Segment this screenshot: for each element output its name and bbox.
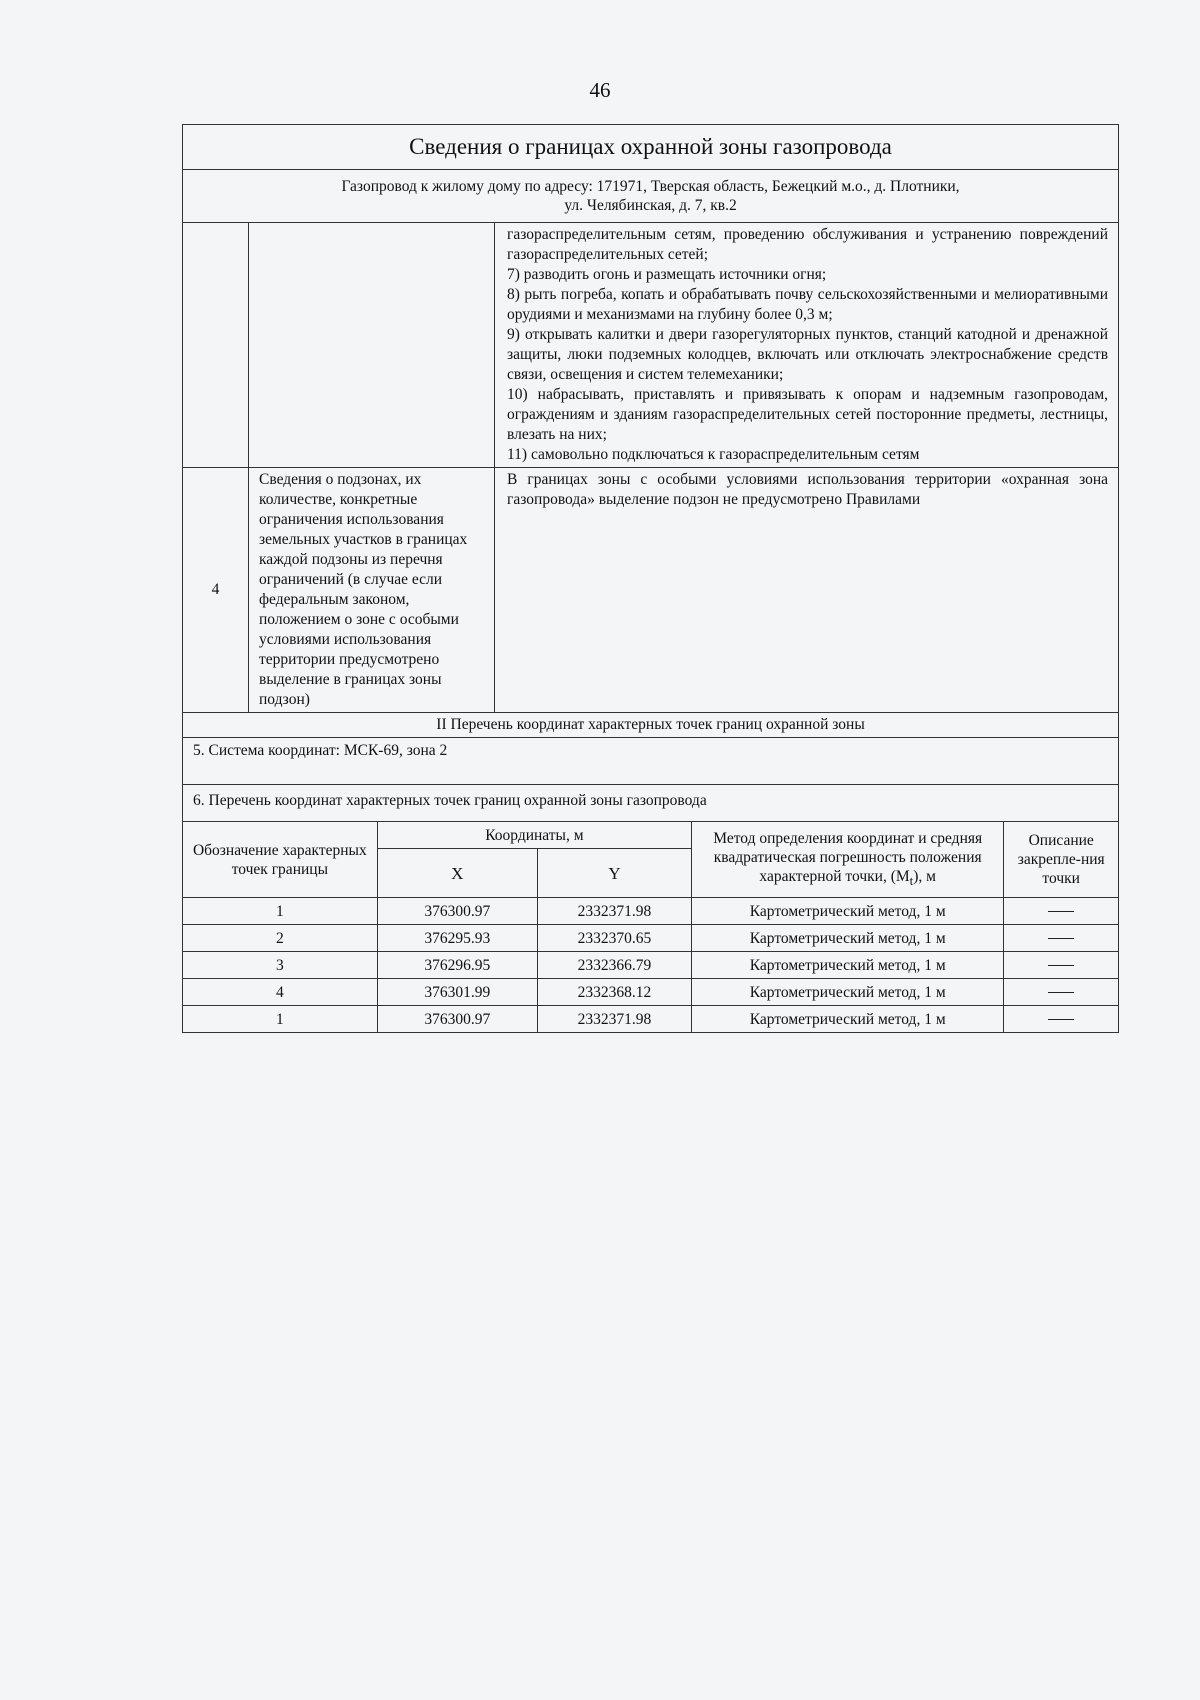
description-dash (1004, 925, 1118, 952)
y-value: 2332371.98 (537, 898, 691, 925)
restriction-item: газораспределительным сетям, проведению обслуживания и устранению повреждений газораспределительных сетей; (507, 226, 1109, 263)
restrictions-name-cell (249, 223, 495, 468)
page-number: 46 (589, 78, 611, 102)
restriction-item: 9) открывать калитки и двери газорегуляторных пунктов, станций катодной и дренажной защиты, люки подземных колодцев, включать или отключать электроснабжение средств связи, освещения и систем телемеханики; (507, 326, 1109, 383)
coordinate-table-wrapper (183, 821, 1119, 1033)
coordinate-system: 5. Система координат: МСК-69, зона 2 (183, 738, 1119, 785)
header-y: Y (537, 849, 691, 898)
header-method: Метод определения координат и средняя квадратическая погрешность положения характерной точки, $(M_t)$, м (692, 822, 1004, 898)
table-row (183, 925, 1118, 952)
coordinate-table (183, 821, 1118, 1032)
subzones-row (183, 468, 1119, 713)
row-number: 4 (183, 468, 249, 713)
point-id: 3 (183, 952, 377, 979)
point-id: 1 (183, 898, 377, 925)
table-row (183, 952, 1118, 979)
address-line-1: Газопровод к жилому дому по адресу: 171971, Тверская область, Бежецкий м.о., д. Плотники, (341, 178, 960, 195)
table-row (183, 898, 1118, 925)
method-value: Картометрический метод, 1 м (692, 952, 1004, 979)
y-value: 2332370.65 (537, 925, 691, 952)
y-value: 2332371.98 (537, 1006, 691, 1033)
header-x: X (377, 849, 537, 898)
description-dash (1004, 898, 1118, 925)
header-coordinates: Координаты, м (377, 822, 691, 849)
subzones-value: В границах зоны с особыми условиями использования территории «охранная зона газопровода» выделение подзон не предусмотрено Правилами (495, 468, 1119, 713)
x-value: 376295.93 (377, 925, 537, 952)
header-point: Обозначение характерных точек границы (183, 822, 377, 898)
restrictions-row (183, 223, 1119, 468)
restriction-item: 11) самовольно подключаться к газораспределительным сетям (507, 446, 920, 463)
x-value: 376296.95 (377, 952, 537, 979)
x-value: 376301.99 (377, 979, 537, 1006)
zone-info-table (182, 124, 1119, 1033)
pipeline-address (183, 170, 1119, 223)
x-value: 376300.97 (377, 1006, 537, 1033)
method-value: Картометрический метод, 1 м (692, 925, 1004, 952)
y-value: 2332368.12 (537, 979, 691, 1006)
point-id: 1 (183, 1006, 377, 1033)
description-dash (1004, 979, 1118, 1006)
section-title: II Перечень координат характерных точек границ охранной зоны (183, 713, 1119, 738)
method-value: Картометрический метод, 1 м (692, 979, 1004, 1006)
subzones-label: Сведения о подзонах, их количестве, конкретные ограничения использования земельных участков в границах каждой подзоны из перечня ограничений (в случае если федеральным законом, положением о зоне с особыми условиями использования территории предусмотрено выделение в границах зоны подзон) (249, 468, 495, 713)
address-line-2: ул. Челябинская, д. 7, кв.2 (564, 197, 737, 214)
method-value: Картометрический метод, 1 м (692, 898, 1004, 925)
description-dash (1004, 952, 1118, 979)
coordinate-list-title: 6. Перечень координат характерных точек границ охранной зоны газопровода (183, 785, 1119, 822)
table-row (183, 1006, 1118, 1033)
restrictions-number-cell (183, 223, 249, 468)
point-id: 4 (183, 979, 377, 1006)
point-id: 2 (183, 925, 377, 952)
y-value: 2332366.79 (537, 952, 691, 979)
restriction-item: 7) разводить огонь и размещать источники огня; (507, 266, 827, 283)
table-row (183, 979, 1118, 1006)
method-value: Картометрический метод, 1 м (692, 1006, 1004, 1033)
restrictions-text (495, 223, 1119, 468)
document-title: Сведения о границах охранной зоны газопровода (183, 125, 1119, 170)
restriction-item: 8) рыть погреба, копать и обрабатывать почву сельскохозяйственными и мелиоративными орудиями и механизмами на глубину более 0,3 м; (507, 286, 1109, 323)
restriction-item: 10) набрасывать, приставлять и привязывать к опорам и надземным газопроводам, ограждениям и зданиям газораспределительных сетей посторонние предметы, лестницы, влезать на них; (507, 386, 1109, 443)
header-description: Описание закрепле-ния точки (1004, 822, 1118, 898)
description-dash (1004, 1006, 1118, 1033)
x-value: 376300.97 (377, 898, 537, 925)
coord-header-row (183, 822, 1118, 849)
